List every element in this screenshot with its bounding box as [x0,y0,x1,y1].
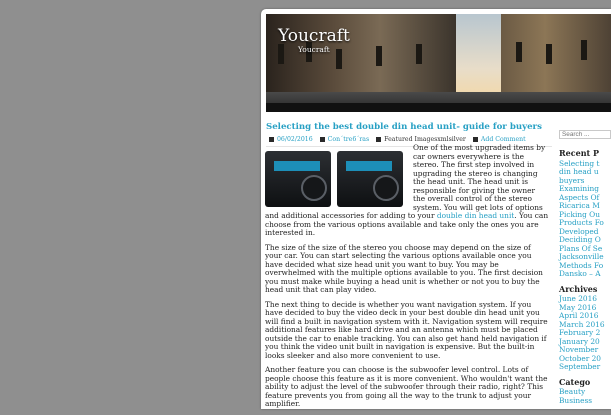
page [261,9,611,409]
site-description: Youcraft [298,45,330,54]
post-title[interactable]: Selecting the best double din head unit- guide for buyers [266,122,542,132]
archive-link[interactable]: November [559,345,599,354]
recent-post-link[interactable]: Jacksonville [559,252,604,261]
header-banner [266,14,611,112]
recent-post-link[interactable]: Dansko – A [559,269,601,278]
archive-link[interactable]: February 2 [559,328,601,337]
recent-post-link[interactable]: Plans Of Se [559,243,603,253]
header-window [546,44,552,64]
head-unit-link[interactable]: double din head unit [436,211,515,220]
recent-post-link[interactable]: Examining [559,184,599,193]
header-image-sky [456,14,501,92]
archive-link[interactable]: October 20 [559,353,602,363]
calendar-icon [269,137,274,142]
header-window [581,40,587,60]
archive-link[interactable]: March 2016 [559,319,605,329]
recent-post-link[interactable]: din head u [559,167,599,176]
recent-post-link[interactable]: Methods Fo [559,260,604,270]
categories-heading: Catego [559,376,591,387]
article-paragraph: One of the most upgraded items by car owners everywhere is the stereo. The first step involved in upgrading the stereo is changing the head unit. The head unit is responsible for giving the owner the overall control of the stereo system. You will get lots of options and additional accessories for adding to your double din head unit. You can choose from the various options available and take only the ones you are interested in. [265,143,549,237]
site-title[interactable]: Youcraft [278,26,350,46]
recent-post-link[interactable]: Ricarica M [559,201,600,210]
archive-link[interactable]: April 2016 [559,311,599,320]
head-unit-knob [373,175,399,201]
category-link[interactable]: Beauty [559,387,586,396]
post-meta [269,136,526,143]
post-image-head-units [265,149,408,209]
recent-post-link[interactable]: Picking Ou [559,209,600,219]
recent-post-link[interactable]: Selecting t [559,158,600,168]
head-unit-knob [301,175,327,201]
recent-post-link[interactable]: Deciding O [559,235,601,244]
header-window [376,46,382,66]
post-author[interactable]: Con´tre6´ras [327,136,370,143]
head-unit-image [265,151,331,207]
search-input[interactable] [559,130,611,139]
article-body [265,144,549,415]
head-unit-screen [274,161,320,171]
header-window [516,42,522,62]
recent-posts-heading: Recent P [559,148,600,158]
category-link[interactable]: Business [559,395,593,405]
archive-link[interactable]: January 20 [559,336,600,346]
header-window [416,44,422,64]
add-comment-link[interactable]: Add Comment [480,136,526,143]
article-paragraph: The next thing to decide is whether you want navigation system. If you have decided to buy the video deck in your best double din head unit you will find a built in navigation system with it. Navigation system will require additional features like hard drive and an antenna which must be placed outside the car to enable tracking. You can also get hand held navigation if you think the video unit built in navigation is expensive. But the built-in looks sleeker and also more convenient to use. [265,299,548,360]
article-paragraph: Another feature you can choose is the subwoofer level control. Lots of people choose this feature as it is more convenient. Who wouldn't want the ability to adjust the level of the subwoofer through their radio, right? This feature prevents you from going all the way to the trunk to adjust your amplifier. [265,365,548,408]
bookmark-icon [376,137,381,142]
head-unit-image [337,151,403,207]
head-unit-screen [346,161,392,171]
header-window [336,49,342,69]
post-category[interactable]: Featured Imagesxmlsilver [384,136,466,143]
archive-link[interactable]: June 2016 [559,294,598,303]
header-window [278,44,284,64]
archive-link[interactable]: September [559,362,601,371]
recent-post-link[interactable]: Aspects Of [559,192,600,202]
comment-icon [473,137,478,142]
post-date[interactable]: 06/02/2016 [277,136,313,143]
article-paragraph: The size of the size of the stereo you choose may depend on the size of your car. You can start selecting the various options available once you have decided what size head unit you want to buy. You may be overwhelmed with the multiple options available to you. The first decision you must make while buying a head unit is whether or not you to buy the head unit that can play video. [265,242,543,294]
archives-heading: Archives [559,283,598,294]
recent-post-link[interactable]: Developed [559,226,599,236]
archive-link[interactable]: May 2016 [559,302,597,312]
sidebar [559,146,611,405]
user-icon [320,137,325,142]
nav-bar [266,103,611,112]
recent-post-link[interactable]: Products Fo [559,218,604,227]
recent-post-link[interactable]: buyers [559,175,585,185]
